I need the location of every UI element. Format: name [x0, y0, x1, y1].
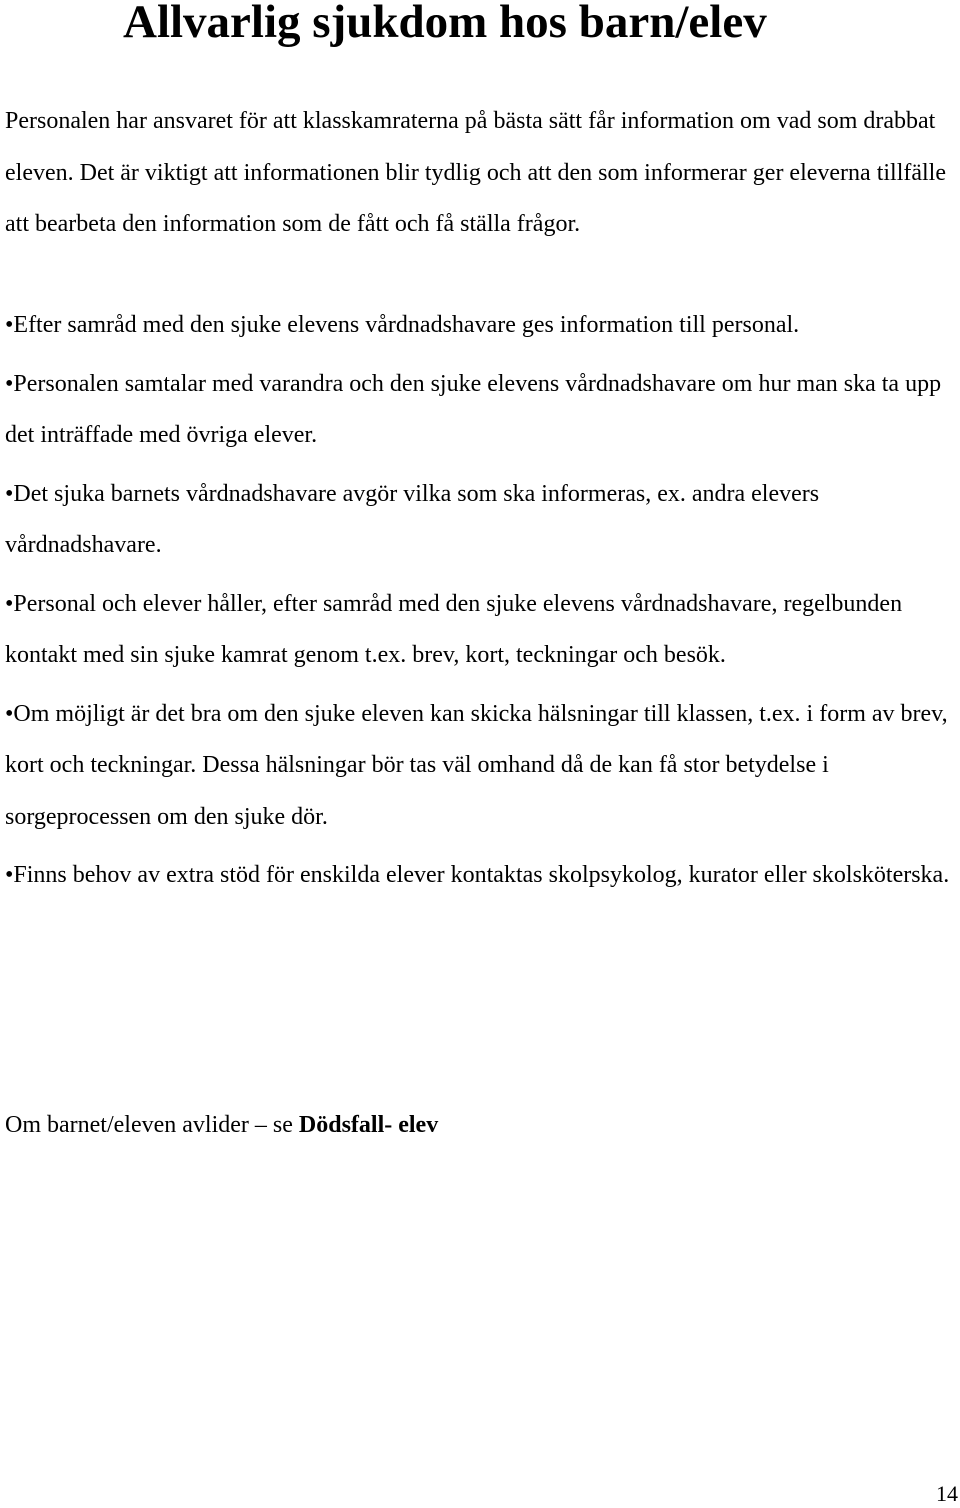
bullet-icon: •: [5, 480, 14, 507]
bullet-icon: •: [5, 370, 14, 397]
closing-note: [5, 1100, 438, 1152]
bullet-icon: •: [5, 590, 14, 617]
list-item-text: Om möjligt är det bra om den sjuke eleven kan skicka hälsningar till klassen, t.ex. i form av brev, kort och teckningar. Dessa hälsningar bör tas väl omhand då de kan få stor betydelse i sorgeprocessen om den sjuke dör.: [5, 700, 948, 830]
list-item: [5, 300, 960, 352]
bullet-icon: •: [5, 862, 14, 888]
list-item-text: Efter samråd med den sjuke elevens vårdnadshavare ges information till personal.: [13, 312, 800, 338]
page-title: Allvarlig sjukdom hos barn/elev: [123, 0, 767, 48]
list-item: [5, 579, 960, 682]
page-number: 14: [936, 1481, 958, 1506]
list-item-text: Personalen samtalar med varandra och den sjuke elevens vårdnadshavare om hur man ska ta upp det inträffade med övriga elever.: [5, 370, 942, 448]
list-item: [5, 850, 960, 902]
list-item: [5, 689, 960, 844]
closing-text: Om barnet/eleven avlider – se: [5, 1112, 299, 1138]
guideline-list: [5, 300, 960, 909]
list-item: [5, 469, 960, 572]
bullet-icon: •: [5, 312, 14, 338]
bullet-icon: •: [5, 700, 14, 727]
intro-paragraph: Personalen har ansvaret för att klasskamraterna på bästa sätt får information om vad som drabbat eleven. Det är viktigt att informationen blir tydlig och att den som informerar ger eleverna tillfälle att bearbeta den information som de fått och få ställa frågor.: [5, 108, 947, 237]
list-item: [5, 359, 960, 462]
list-item-text: Finns behov av extra stöd för enskilda elever kontaktas skolpsykolog, kurator eller skolsköterska.: [13, 862, 950, 888]
cross-reference: Dödsfall- elev: [298, 1112, 439, 1138]
list-item-text: Personal och elever håller, efter samråd med den sjuke elevens vårdnadshavare, regelbunden kontakt med sin sjuke kamrat genom t.ex. brev, kort, teckningar och besök.: [5, 590, 903, 668]
list-item-text: Det sjuka barnets vårdnadshavare avgör vilka som ska informeras, ex. andra elevers vårdnadshavare.: [5, 480, 820, 558]
